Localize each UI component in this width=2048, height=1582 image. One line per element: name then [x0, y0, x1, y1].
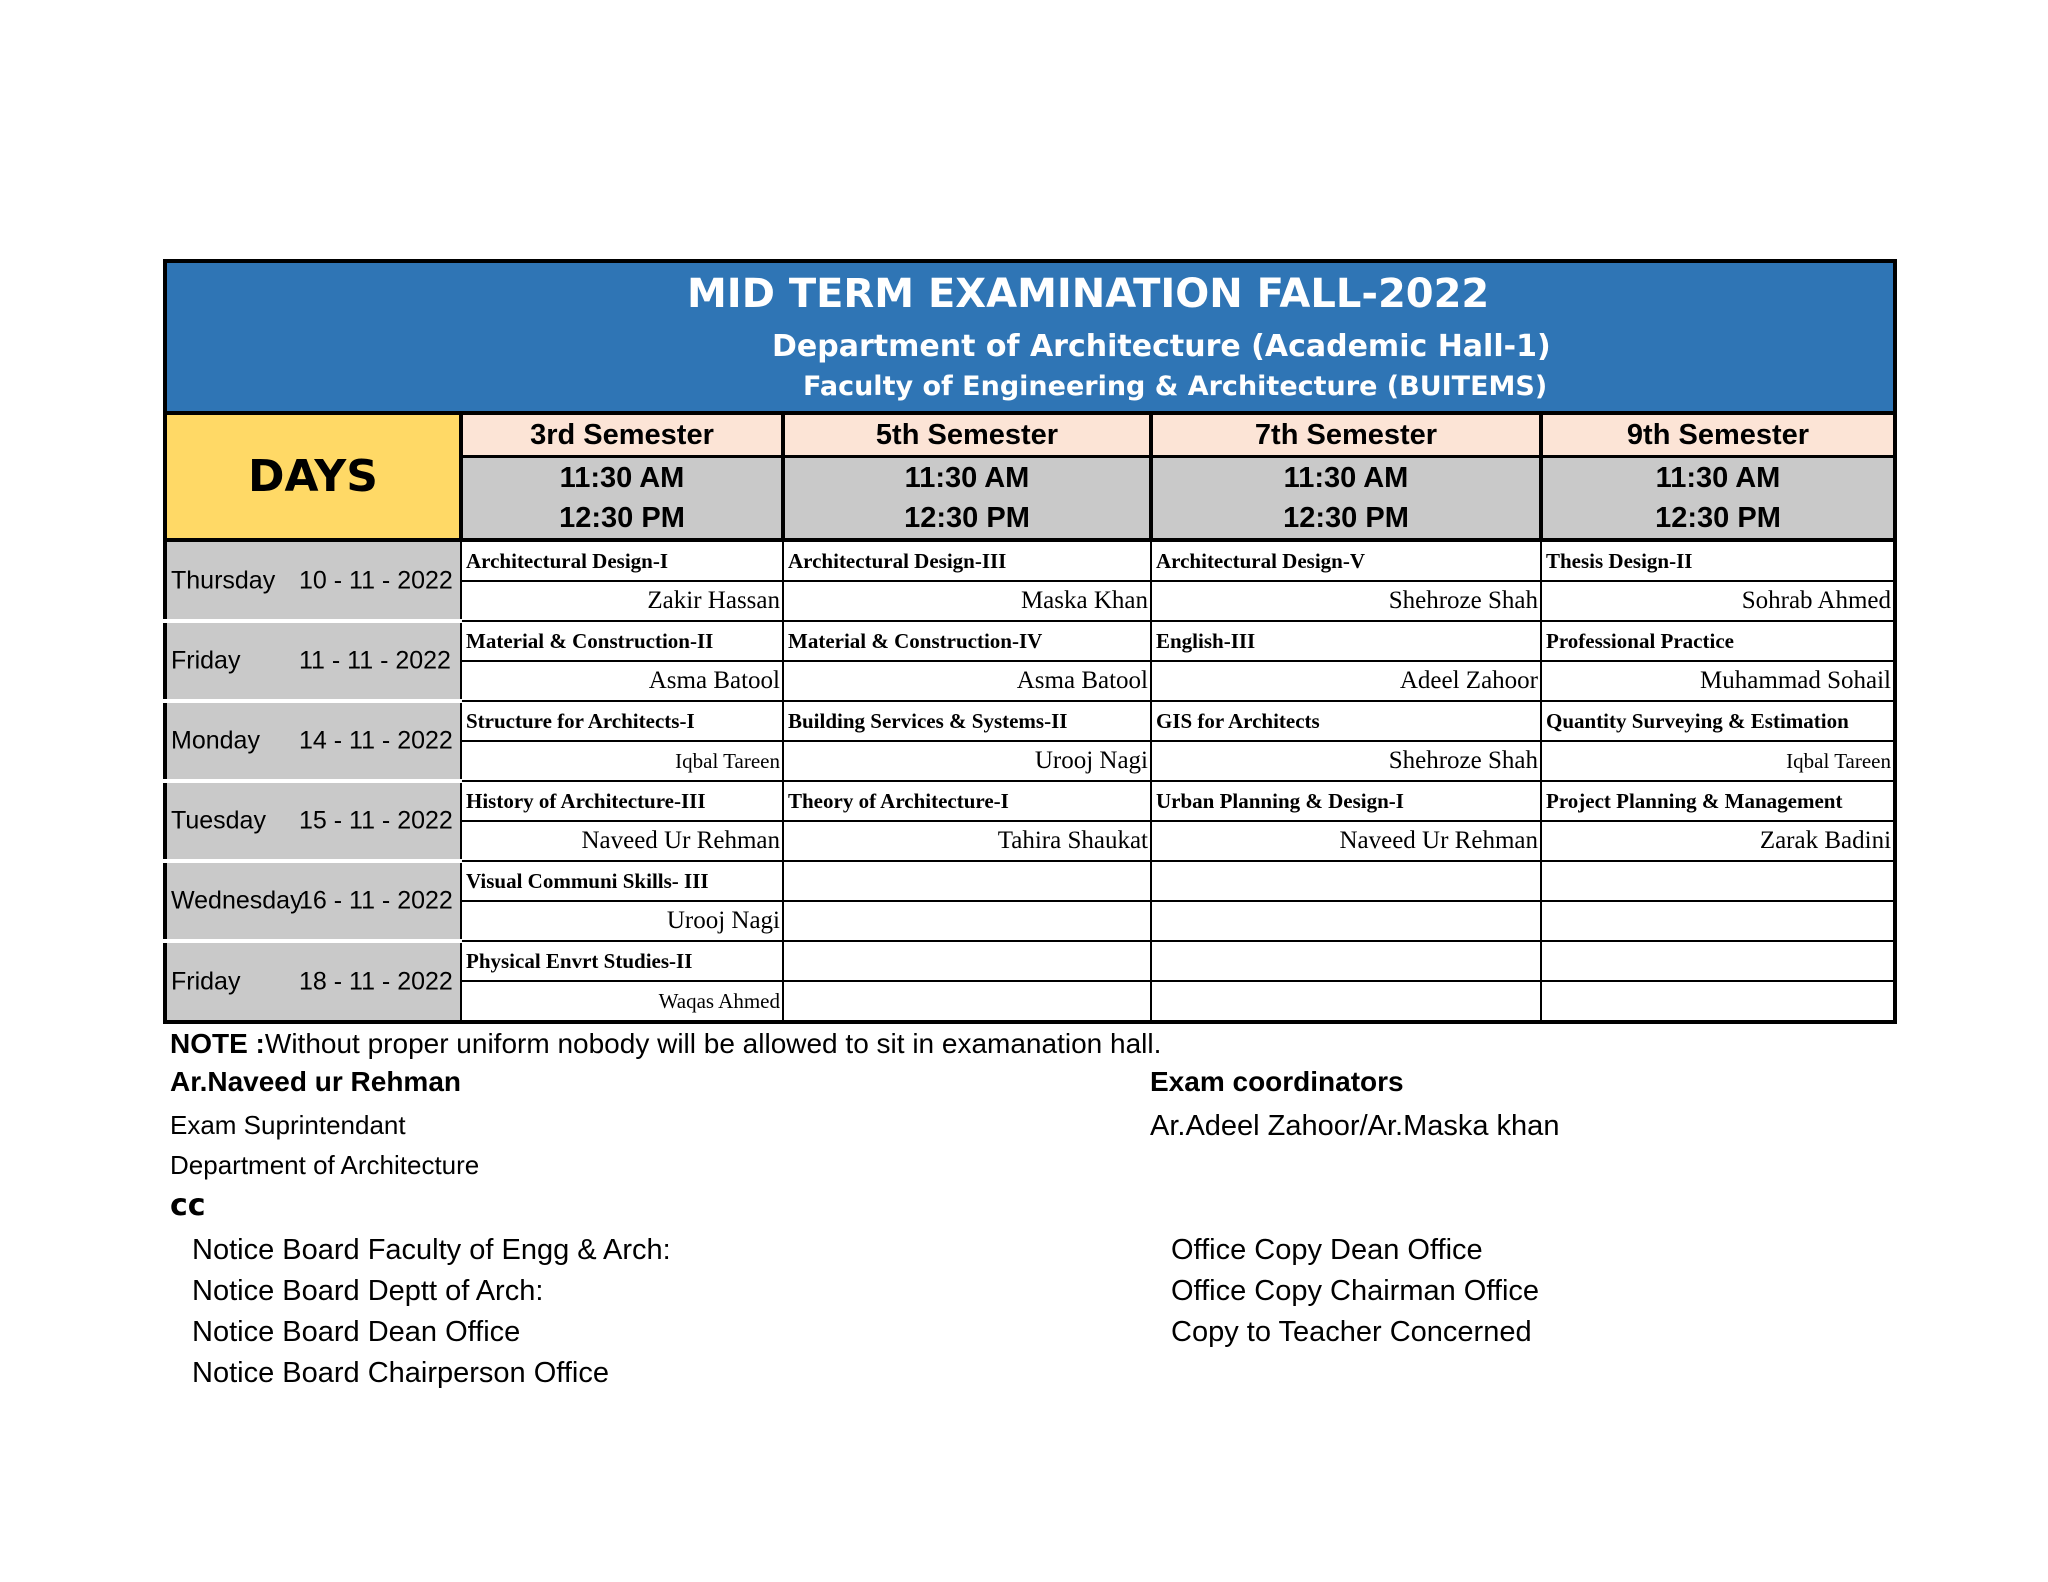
faculty-subtitle: Faculty of Engineering & Architecture (BUITEMS): [803, 371, 1548, 402]
teacher-cell: Iqbal Tareen: [1541, 741, 1895, 781]
exam-date: 15 - 11 - 2022: [299, 806, 453, 835]
subject-cell: Structure for Architects-I: [461, 701, 783, 741]
time-slot-5th: [783, 457, 1151, 541]
subject-cell: Material & Construction-II: [461, 621, 783, 661]
teacher-cell: Iqbal Tareen: [461, 741, 783, 781]
subject-cell: History of Architecture-III: [461, 781, 783, 821]
table-row: [165, 621, 1895, 661]
coordinators-title: Exam coordinators: [1150, 1066, 1404, 1097]
note-text: [170, 1028, 1161, 1060]
teacher-cell: Muhammad Sohail: [1541, 661, 1895, 701]
exam-date: 16 - 11 - 2022: [299, 886, 453, 915]
subject-cell: Quantity Surveying & Estimation: [1541, 701, 1895, 741]
time-start: 11:30 AM: [1283, 462, 1409, 494]
teacher-cell: Zarak Badini: [1541, 821, 1895, 861]
table-row: [165, 701, 1895, 741]
time-start: 11:30 AM: [559, 462, 685, 494]
cc-item: Notice Board Faculty of Engg & Arch:: [192, 1234, 671, 1266]
subject-cell: Professional Practice: [1541, 621, 1895, 661]
subject-cell: [783, 941, 1151, 981]
subject-cell: Thesis Design-II: [1541, 540, 1895, 581]
day-cell: [165, 540, 461, 621]
day-name: Wednesday: [171, 886, 303, 915]
time-end: 12:30 PM: [904, 502, 1030, 534]
teacher-cell: Naveed Ur Rehman: [461, 821, 783, 861]
table-row: [165, 540, 1895, 581]
exam-date: 18 - 11 - 2022: [299, 967, 453, 995]
table-row: [165, 861, 1895, 901]
exam-date: 10 - 11 - 2022: [299, 566, 453, 594]
semester-header-5th: 5th Semester: [783, 413, 1151, 457]
subject-cell: Architectural Design-V: [1151, 540, 1541, 581]
teacher-cell: Urooj Nagi: [783, 741, 1151, 781]
teacher-cell: Shehroze Shah: [1151, 581, 1541, 621]
subject-cell: [1541, 941, 1895, 981]
subject-cell: Theory of Architecture-I: [783, 781, 1151, 821]
department-subtitle: Department of Architecture (Academic Hall-1): [772, 329, 1551, 364]
day-name: Monday: [171, 726, 260, 755]
day-cell: [165, 781, 461, 861]
teacher-cell: Sohrab Ahmed: [1541, 581, 1895, 621]
subject-cell: Material & Construction-IV: [783, 621, 1151, 661]
exam-title: MID TERM EXAMINATION FALL-2022: [687, 271, 1490, 317]
teacher-cell: [783, 901, 1151, 941]
teacher-cell: [1541, 901, 1895, 941]
signatory-role: Exam Suprintendant: [170, 1110, 406, 1140]
subject-cell: Architectural Design-I: [461, 540, 783, 581]
table-row: [165, 941, 1895, 981]
day-name: Friday: [171, 967, 241, 995]
subject-cell: Building Services & Systems-II: [783, 701, 1151, 741]
cc-item: Copy to Teacher Concerned: [1171, 1316, 1532, 1348]
signatory-name: Ar.Naveed ur Rehman: [170, 1066, 461, 1097]
subject-cell: [1541, 861, 1895, 901]
title-banner: [165, 261, 1895, 413]
teacher-cell: Urooj Nagi: [461, 901, 783, 941]
cc-item: Office Copy Dean Office: [1171, 1234, 1483, 1266]
day-cell: [165, 861, 461, 941]
days-header: DAYS: [165, 413, 461, 540]
time-start: 11:30 AM: [904, 462, 1030, 494]
teacher-cell: Maska Khan: [783, 581, 1151, 621]
teacher-cell: Asma Batool: [461, 661, 783, 701]
subject-cell: [1151, 941, 1541, 981]
exam-date: 14 - 11 - 2022: [299, 726, 453, 755]
time-start: 11:30 AM: [1655, 462, 1781, 494]
coordinators-names: Ar.Adeel Zahoor/Ar.Maska khan: [1150, 1110, 1560, 1142]
cc-item: Notice Board Dean Office: [192, 1316, 521, 1348]
semester-header-row: [165, 413, 1895, 457]
subject-cell: English-III: [1151, 621, 1541, 661]
teacher-cell: Adeel Zahoor: [1151, 661, 1541, 701]
exam-schedule-table: [163, 259, 1897, 1024]
cc-item: Notice Board Deptt of Arch:: [192, 1275, 544, 1307]
teacher-cell: Waqas Ahmed: [461, 981, 783, 1022]
day-cell: [165, 941, 461, 1022]
time-slot-3rd: [461, 457, 783, 541]
table-row: [165, 781, 1895, 821]
subject-cell: [1151, 861, 1541, 901]
note-label: NOTE :: [170, 1028, 265, 1059]
time-slot-7th: [1151, 457, 1541, 541]
subject-cell: Architectural Design-III: [783, 540, 1151, 581]
teacher-cell: [1151, 981, 1541, 1022]
teacher-cell: [1151, 901, 1541, 941]
banner-row: [165, 261, 1895, 413]
cc-item: Notice Board Chairperson Office: [192, 1357, 609, 1389]
cc-label: cc: [170, 1188, 206, 1223]
teacher-cell: [1541, 981, 1895, 1022]
day-name: Tuesday: [171, 806, 266, 835]
teacher-cell: [783, 981, 1151, 1022]
subject-cell: Physical Envrt Studies-II: [461, 941, 783, 981]
subject-cell: Visual Communi Skills- III: [461, 861, 783, 901]
time-slot-9th: [1541, 457, 1895, 541]
teacher-cell: Zakir Hassan: [461, 581, 783, 621]
cc-item: Office Copy Chairman Office: [1171, 1275, 1540, 1307]
teacher-cell: Shehroze Shah: [1151, 741, 1541, 781]
semester-header-3rd: 3rd Semester: [461, 413, 783, 457]
subject-cell: GIS for Architects: [1151, 701, 1541, 741]
day-name: Friday: [171, 646, 241, 675]
day-cell: [165, 701, 461, 781]
teacher-cell: Tahira Shaukat: [783, 821, 1151, 861]
subject-cell: Project Planning & Management: [1541, 781, 1895, 821]
semester-header-9th: 9th Semester: [1541, 413, 1895, 457]
day-cell: [165, 621, 461, 701]
time-end: 12:30 PM: [1655, 502, 1781, 534]
time-end: 12:30 PM: [559, 502, 685, 534]
subject-cell: Urban Planning & Design-I: [1151, 781, 1541, 821]
exam-date: 11 - 11 - 2022: [299, 646, 451, 675]
subject-cell: [783, 861, 1151, 901]
note-body: Without proper uniform nobody will be allowed to sit in examanation hall.: [264, 1028, 1162, 1059]
teacher-cell: Asma Batool: [783, 661, 1151, 701]
signatory-department: Department of Architecture: [170, 1150, 480, 1180]
day-name: Thursday: [171, 566, 276, 594]
semester-header-7th: 7th Semester: [1151, 413, 1541, 457]
time-end: 12:30 PM: [1283, 502, 1409, 534]
teacher-cell: Naveed Ur Rehman: [1151, 821, 1541, 861]
